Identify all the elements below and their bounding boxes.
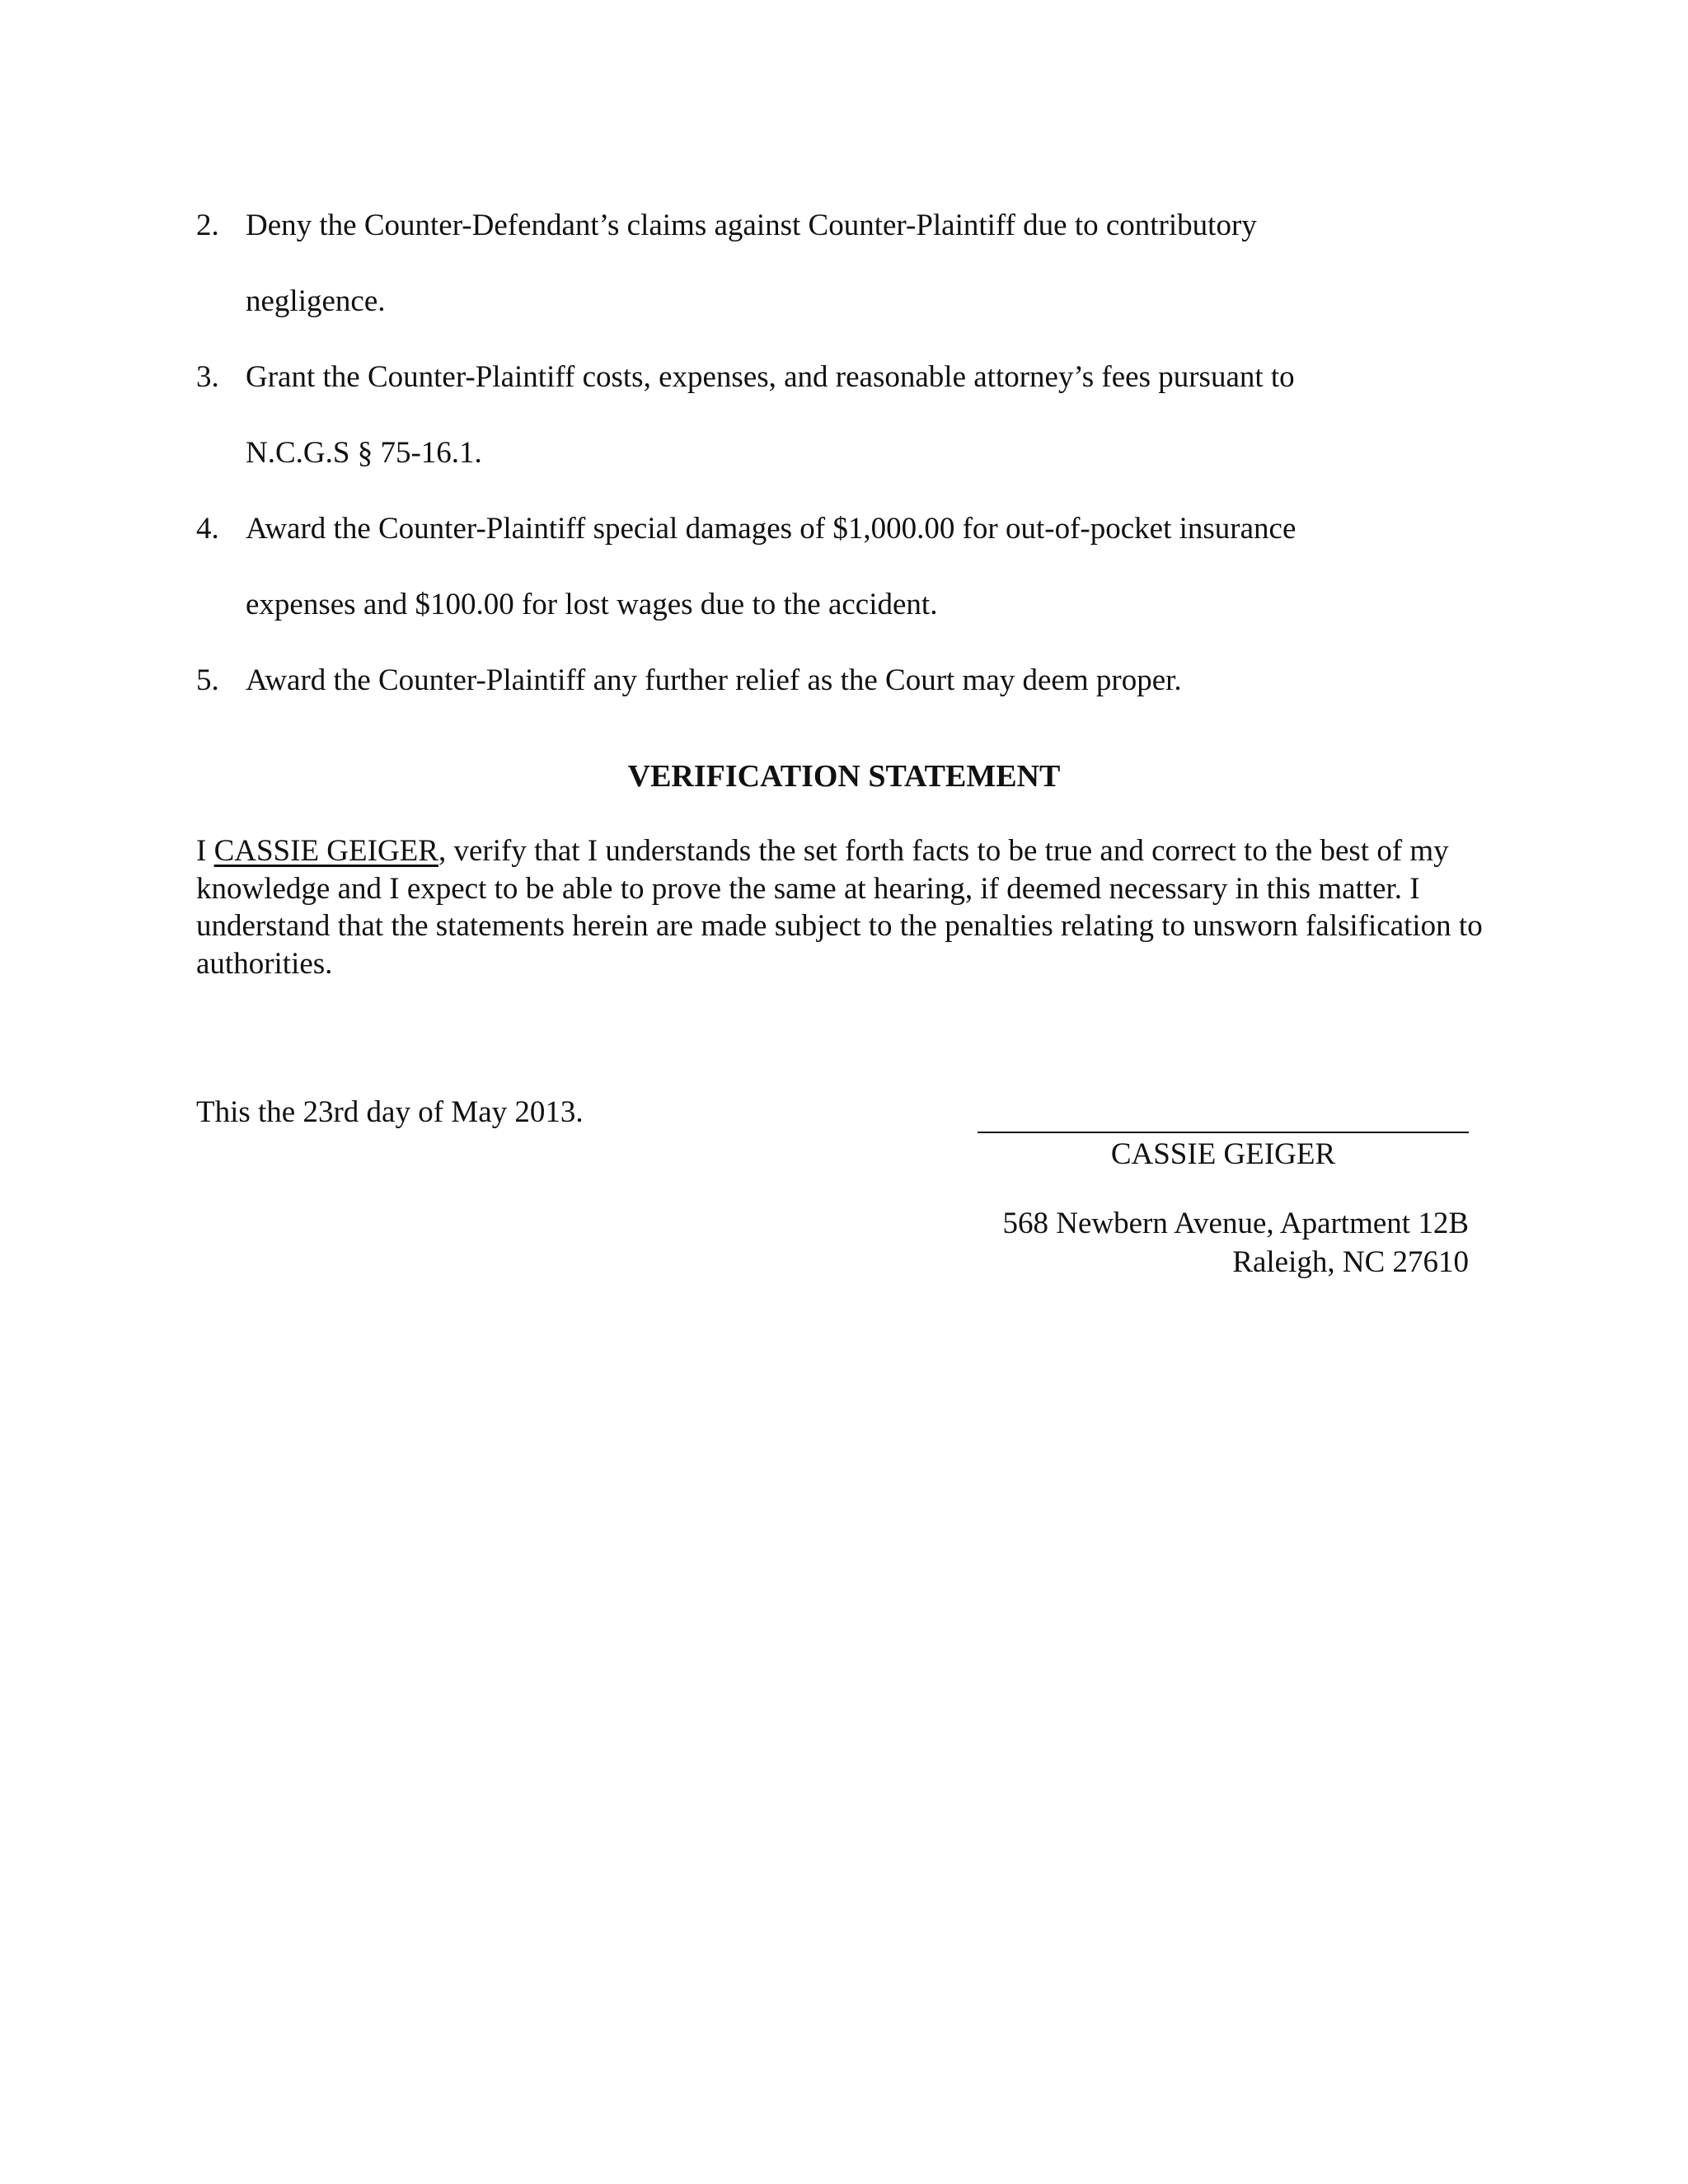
address-line-1: 568 Newbern Avenue, Apartment 12B (1002, 1207, 1469, 1240)
request-item-4 (196, 491, 1490, 643)
verification-title: VERIFICATION STATEMENT (627, 759, 1061, 794)
request-text-line: Award the Counter-Plaintiff special damages of $1,000.00 for out-of-pocket insurance (246, 512, 1296, 546)
request-number: 3. (196, 360, 219, 394)
request-text-line: N.C.G.S § 75-16.1. (246, 436, 482, 470)
request-item-3 (196, 340, 1490, 491)
requests-list (196, 188, 1490, 719)
signature-line (978, 1132, 1469, 1133)
request-number: 2. (196, 209, 219, 242)
address-line-2: Raleigh, NC 27610 (1232, 1245, 1469, 1279)
signature-name: CASSIE GEIGER (1110, 1137, 1336, 1171)
request-text-line: expenses and $100.00 for lost wages due to the accident. (246, 588, 938, 621)
request-text-line: negligence. (246, 284, 386, 318)
verification-paragraph (196, 832, 1498, 982)
request-text-line: Award the Counter-Plaintiff any further relief as the Court may deem proper. (246, 663, 1182, 697)
date-line: This the 23rd day of May 2013. (196, 1095, 584, 1129)
verification-prefix: I (196, 834, 214, 868)
request-text-line: Deny the Counter-Defendant’s claims against Counter-Plaintiff due to contributory (246, 209, 1257, 242)
verification-text: , verify that I understands the set forth facts to be true and correct to the best of my knowledge and I expect to be able to prove the same at hearing, if deemed necessary in this matter. I understand that the statements herein are made subject to the penalties relating to unsworn falsification to authorities. (196, 834, 1483, 981)
verifier-name: CASSIE GEIGER (213, 834, 438, 868)
signer-address (907, 1204, 1469, 1282)
request-number: 4. (196, 512, 219, 546)
request-item-5 (196, 643, 1490, 719)
request-number: 5. (196, 663, 219, 697)
request-item-2 (196, 188, 1490, 340)
request-text-line: Grant the Counter-Plaintiff costs, expenses, and reasonable attorney’s fees pursuant to (246, 360, 1295, 394)
